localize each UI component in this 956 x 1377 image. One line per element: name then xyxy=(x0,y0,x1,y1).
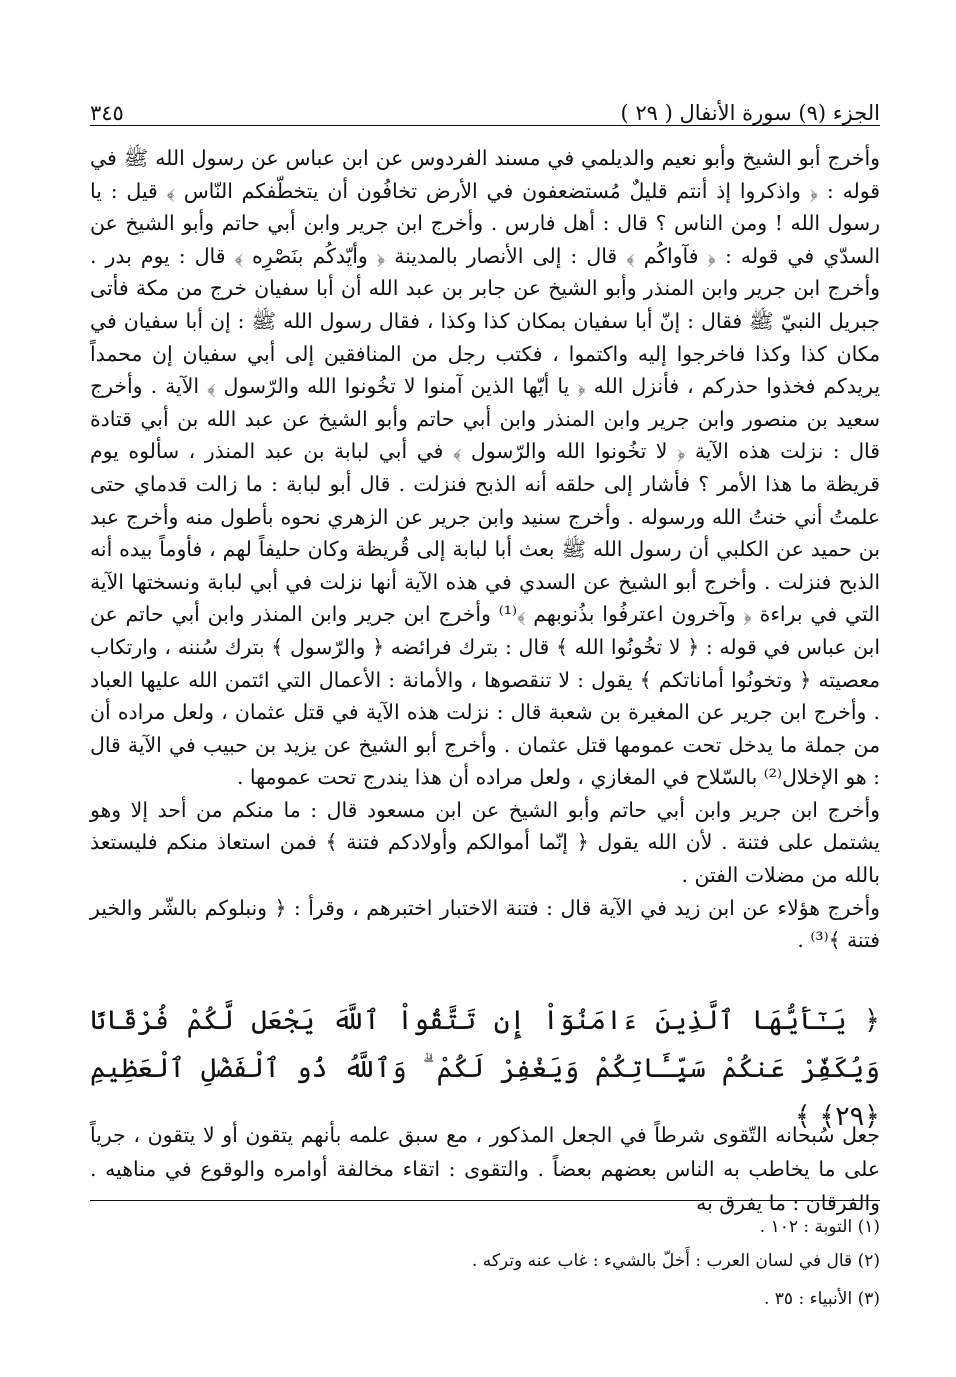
verse-text: ﴿ يَـٰٓأَيُّهَا ٱلَّذِينَ ءَامَنُوٓاْ إِن تَتَّقُواْ ٱللَّهَ يَجْعَل لَّكُمْ فُرْقَانًا وَيُكَفِّرْ عَنكُمْ سَيِّـَٔاتِكُمْ وَيَغْفِرْ لَكُمْ ۗ وَٱللَّهُ ذُو ٱلْفَضْلِ ٱلْعَظِيمِ ﴿٢٩﴾ ﴾ xyxy=(90,1005,880,1132)
tafsir-paragraph: جعل سُبحانه التّقوى شرطاً في الجعل المذكور ، مع سبق علمه بأنهم يتقون أو لا يتقون ، جرياً على ما يخاطب به الناس بعضهم بعضاً . والتقوى : اتقاء مخالفة أوامره والوقوع في مناهيه . والفرقان : ما يفرق به xyxy=(90,1123,880,1215)
running-header xyxy=(90,86,880,126)
body-paragraph: وأخرج هؤلاء عن ابن زيد في الآية قال : فتنة الاختبار اختبرهم ، وقرأ : ﴿ ونبلوكم بالشّر والخير فتنة ﴾⁽³⁾ . xyxy=(90,895,880,953)
header-divider xyxy=(90,125,880,126)
chapter-info: الجزء (٩) سورة الأنفال ( ٢٩ ) xyxy=(620,101,880,125)
footnote: (٣) الأنبياء : ٣٥ . xyxy=(763,1289,880,1309)
main-text xyxy=(90,142,880,957)
body-paragraph: وأخرج أبو الشيخ وأبو نعيم والديلمي في مسند الفردوس عن ابن عباس عن رسول الله ﷺ في قوله : ﴿ واذكروا إذ أنتم قليلٌ مُستضعفون في الأرض تخافُون أن يتخطّفكم النّاس ﴾ قيل : يا رسول الله ! ومن الناس ؟ قال : أهل فارس . وأخرج ابن جرير وابن أبي حاتم وأبو الشيخ عن السدّي في قوله : ﴿ فآواكُم ﴾ قال : إلى الأنصار بالمدينة ﴿ وأيّدكُم بنَصْرِه ﴾ قال : يوم بدر . وأخرج ابن جرير وابن المنذر وأبو الشيخ عن جابر بن عبد الله أن أبا سفيان خرج من مكة فأتى جبريل النبيّ ﷺ فقال : إنّ أبا سفيان بمكان كذا وكذا ، فقال رسول الله ﷺ : إن أبا سفيان في مكان كذا وكذا فاخرجوا إليه واكتموا ، فكتب رجل من المنافقين إلى أبي سفيان إن محمداً يريدكم فخذوا حذركم ، فأنزل الله ﴿ يا أيّها الذين آمنوا لا تخُونوا الله والرّسول ﴾ الآية . وأخرج سعيد بن منصور وابن جرير وابن المنذر وابن أبي حاتم وأبو الشيخ عن عبد الله بن أبي قتادة قال : نزلت هذه الآية ﴿ لا تخُونوا الله والرّسول ﴾ في أبي لبابة بن عبد المنذر ، سألوه يوم قريظة ما هذا الأمر ؟ فأشار إلى حلقه أنه الذبح فنزلت . قال أبو لبابة : ما زالت قدماي حتى علمتُ أني خنتُ الله ورسوله . وأخرج سنيد وابن جرير عن الزهري نحوه بأطول منه وأخرج عبد بن حميد عن الكلبي أن رسول الله ﷺ بعث أبا لبابة إلى قُريظة وكان حليفاً لهم ، فأوماً بيده أنه الذبح فنزلت . وأخرج أبو الشيخ عن السدي في هذه الآية أنها نزلت في أبي لبابة ونسختها الآية التي في براءة ﴿ وآخرون اعترفُوا بذُنوبهم ﴾⁽¹⁾ وأخرج ابن جرير وابن المنذر وابن أبي حاتم عن ابن عباس في قوله : ﴿ لا تخُونُوا الله ﴾ قال : بترك فرائضه ﴿ والرّسول ﴾ بترك سُننه ، وارتكاب معصيته ﴿ وتخونُوا أماناتكم ﴾ يقول : لا تنقصوها ، والأمانة : الأعمال التي ائتمن الله عليها العباد . وأخرج ابن جرير عن المغيرة بن شعبة قال : نزلت هذه الآية في قتل عثمان ، ولعل مراده أن من جملة ما يدخل تحت عمومها قتل عثمان . وأخرج أبو الشيخ عن يزيد بن حبيب في الآية قال : هو الإخلال⁽²⁾ بالسّلاح في المغازي ، ولعل مراده أن هذا يندرج تحت عمومها . xyxy=(90,146,880,790)
footnotes xyxy=(90,1210,880,1316)
tafsir-text xyxy=(90,1118,880,1220)
footnote: (٢) قال في لسان العرب : أَخلّ بالشيء : غاب عنه وتركه . xyxy=(471,1251,880,1271)
footnote: (١) التوبة : ١٠٢ . xyxy=(759,1217,880,1237)
footnote-divider xyxy=(90,1200,880,1201)
page-number: ٣٤٥ xyxy=(90,101,124,125)
body-paragraph: وأخرج ابن جرير وابن أبي حاتم وأبو الشيخ عن ابن مسعود قال : ما منكم من أحد إلا وهو يشتمل على فتنة . لأن الله يقول ﴿ إنّما أموالكم وأولادكم فتنة ﴾ فمن استعاذ منكم فليستعذ بالله من مضلات الفتن . xyxy=(90,797,880,888)
